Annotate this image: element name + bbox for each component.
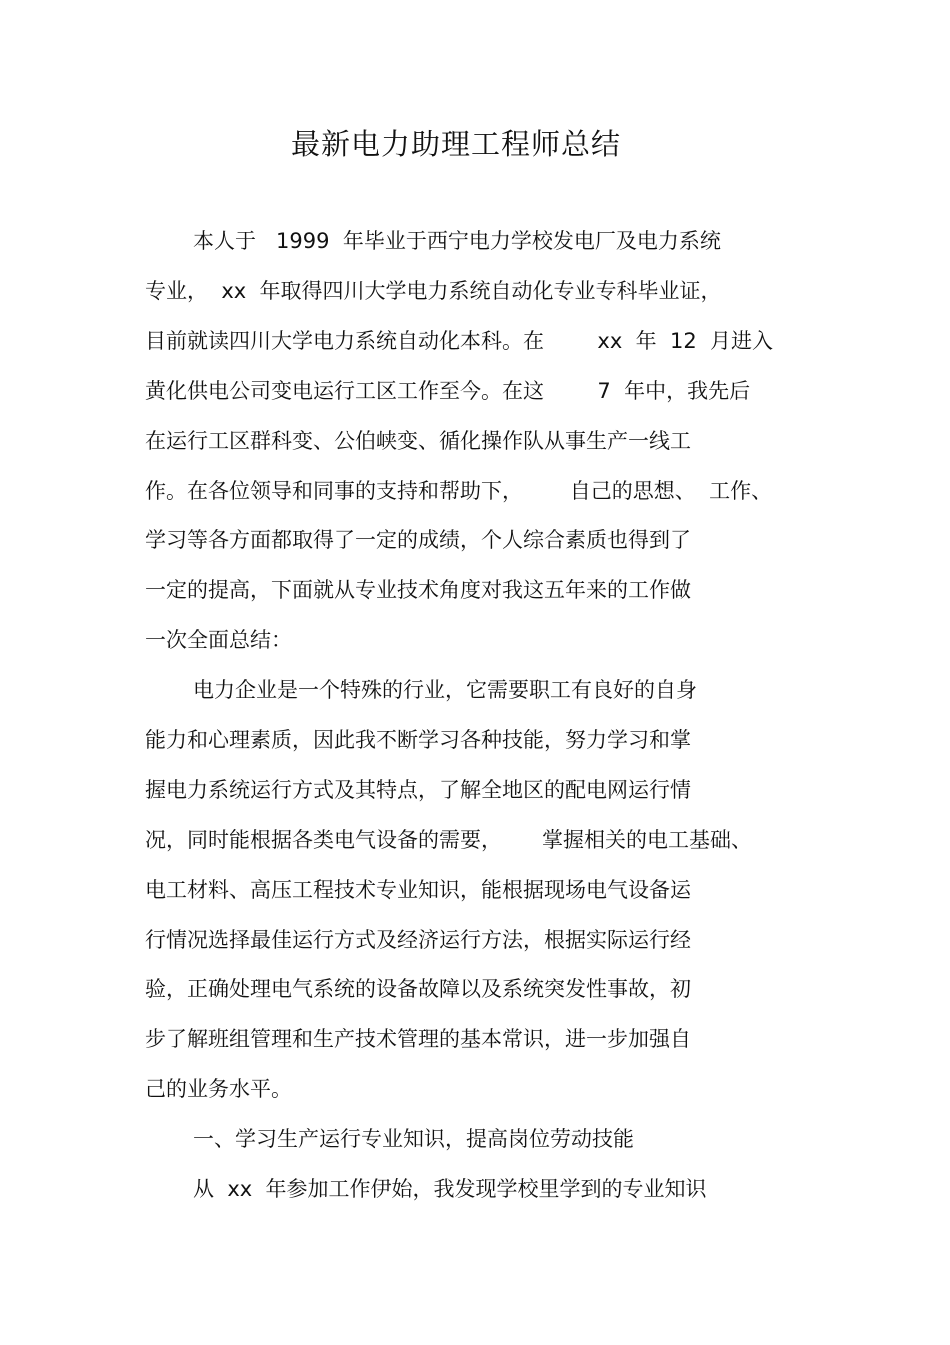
paragraph-line: 在运行工区群科变、公伯峡变、循化操作队从事生产一线工 xyxy=(145,429,691,453)
paragraph-line: 从 xx 年参加工作伊始，我发现学校里学到的专业知识 xyxy=(193,1177,707,1201)
paragraph-line: 目前就读四川大学电力系统自动化本科。在 xx 年 12 月进入 xyxy=(145,329,774,353)
paragraph-line: 作。在各位领导和同事的支持和帮助下， 自己的思想、 工作、 xyxy=(145,479,773,503)
paragraph-line: 一次全面总结： xyxy=(145,628,292,652)
paragraph-line: 能力和心理素质，因此我不断学习各种技能，努力学习和掌 xyxy=(145,728,691,752)
paragraph-line: 一定的提高，下面就从专业技术角度对我这五年来的工作做 xyxy=(145,578,691,602)
paragraph-line: 步了解班组管理和生产技术管理的基本常识，进一步加强自 xyxy=(145,1027,691,1051)
section-heading: 一、学习生产运行专业知识，提高岗位劳动技能 xyxy=(193,1127,634,1151)
paragraph-line: 行情况选择最佳运行方式及经济运行方法，根据实际运行经 xyxy=(145,928,691,952)
paragraph-line: 学习等各方面都取得了一定的成绩，个人综合素质也得到了 xyxy=(145,528,691,552)
paragraph-line: 电工材料、高压工程技术专业知识，能根据现场电气设备运 xyxy=(145,878,691,902)
paragraph-line: 本人于 1999 年毕业于西宁电力学校发电厂及电力系统 xyxy=(193,229,721,253)
document-title: 最新电力助理工程师总结 xyxy=(290,127,621,161)
paragraph-line: 专业， xx 年取得四川大学电力系统自动化专业专科毕业证， xyxy=(145,279,722,303)
paragraph-line: 电力企业是一个特殊的行业，它需要职工有良好的自身 xyxy=(193,678,697,702)
paragraph-line: 验，正确处理电气系统的设备故障以及系统突发性事故，初 xyxy=(145,977,691,1001)
paragraph-line: 黄化供电公司变电运行工区工作至今。在这 7 年中，我先后 xyxy=(145,379,751,403)
paragraph-line: 况，同时能根据各类电气设备的需要， 掌握相关的电工基础、 xyxy=(145,828,753,852)
paragraph-line: 握电力系统运行方式及其特点，了解全地区的配电网运行情 xyxy=(145,778,691,802)
paragraph-line: 己的业务水平。 xyxy=(145,1077,292,1101)
